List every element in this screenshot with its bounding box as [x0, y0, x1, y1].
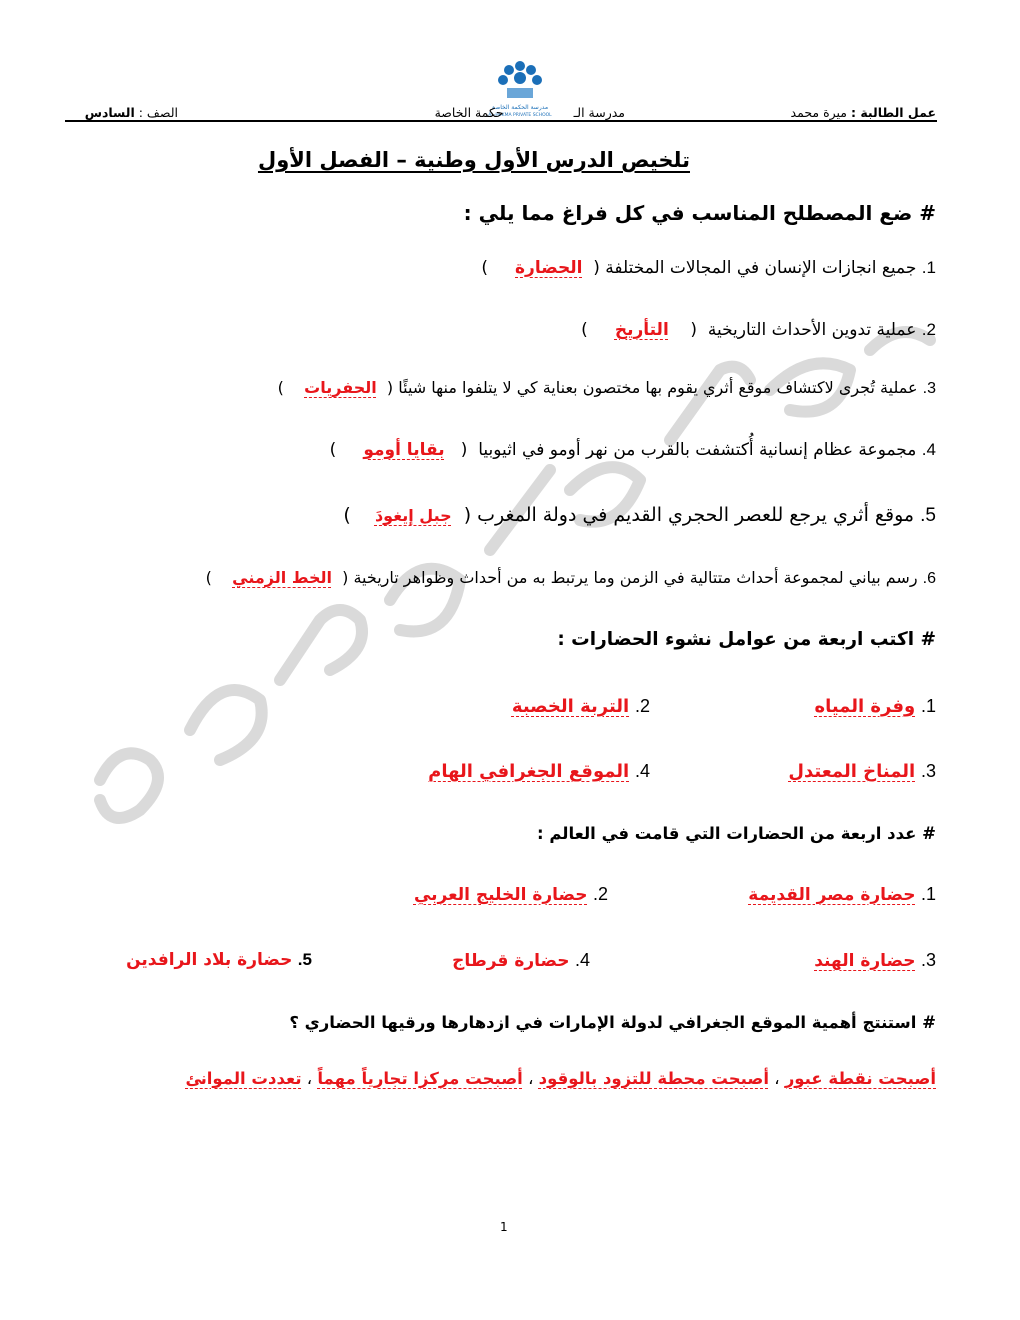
class-label: الصف : [138, 105, 178, 120]
factor-item-4: 4. الموقع الجغرافي الهام [428, 761, 650, 782]
civ-answer: حضارة قرطاج [452, 951, 570, 971]
fill-item-2: 2. عملية تدوين الأحداث التاريخية ( التأريخ ) [581, 320, 936, 340]
civ-item-1: 1. حضارة مصر القديمة [748, 884, 936, 905]
factor-item-3: 3. المناخ المعتدل [788, 761, 936, 782]
separator: ، [774, 1069, 780, 1088]
importance-answer-1: أصبحت نقطة عبور [784, 1069, 936, 1088]
importance-answer-4: تعددت الموانئ [185, 1069, 302, 1088]
section2-heading: # اكتب اربعة من عوامل نشوء الحضارات : [557, 629, 936, 650]
class-value: السادس [84, 105, 135, 120]
civ-item-3: 3. حضارة الهند [814, 950, 936, 971]
factor-answer: وفرة المياه [814, 696, 916, 717]
fill-item-4: 4. مجموعة عظام إنسانية أُكتشفت بالقرب من نهر أومو في اثيوبيا ( بقايا أومو ) [329, 440, 936, 460]
school-name: حكمة الخاصة [434, 105, 504, 120]
civ-item-4: 4. حضارة قرطاج [452, 950, 590, 971]
fill-item-answer: التأريخ [614, 320, 669, 340]
civ-answer: حضارة مصر القديمة [748, 885, 916, 905]
section4-heading: # استنتج أهمية الموقع الجغرافي لدولة الإمارات في ازدهارها ورقيها الحضاري ؟ [289, 1013, 936, 1032]
civ-answer: حضارة الهند [814, 951, 916, 971]
civ-item-5: 5. حضارة بلاد الرافدين [126, 950, 312, 970]
student-label: عمل الطالبة : [850, 105, 936, 120]
fill-item-text: عملية تدوين الأحداث التاريخية [707, 320, 917, 340]
page-number: 1 [500, 1220, 508, 1234]
student-name: ميرة محمد [790, 105, 847, 120]
fill-item-answer: بقايا أومو [363, 440, 445, 460]
fill-item-text: موقع أثري يرجع للعصر الحجري القديم في دولة المغرب [477, 504, 915, 526]
importance-answer-2: أصبحت محطة للتزود بالوقود [538, 1069, 769, 1088]
section1-heading: # ضع المصطلح المناسب في كل فراغ مما يلي : [463, 201, 936, 225]
fill-item-3: 3. عملية تُجرى لاكتشاف موقع أثري يقوم بها مختصون بعناية كي لا يتلفوا منها شيئًا ( الحفريات ) [277, 378, 936, 397]
civ-answer: حضارة بلاد الرافدين [126, 950, 293, 970]
logo-text-en: AL-HEKMA PRIVATE SCHOOL [488, 113, 552, 118]
section3-heading: # عدد اربعة من الحضارات التي قامت في العالم : [536, 824, 936, 843]
fill-item-text: مجموعة عظام إنسانية أُكتشفت بالقرب من نهر أومو في اثيوبيا [478, 440, 917, 460]
school-prefix: مدرسة الـ [573, 105, 625, 120]
factor-answer: التربة الخصبة [511, 696, 630, 717]
fill-item-text: عملية تُجرى لاكتشاف موقع أثري يقوم بها مختصون بعناية كي لا يتلفوا منها شيئًا [398, 378, 918, 397]
fill-item-5: 5. موقع أثري يرجع للعصر الحجري القديم في دولة المغرب ( جبل إيغودَ ) [343, 504, 936, 526]
student-info [791, 105, 936, 120]
civ-item-2: 2. حضارة الخليج العربي [413, 884, 608, 905]
factor-item-1: 1. وفرة المياه [814, 696, 936, 717]
fill-item-answer: الخط الزمني [232, 568, 332, 587]
fill-item-answer: الحفريات [304, 378, 377, 397]
fill-item-text: رسم بياني لمجموعة أحداث متتالية في الزمن وما يرتبط به من أحداث وظواهر تاريخية [353, 568, 918, 587]
school-info [435, 105, 625, 120]
separator: ، [306, 1069, 313, 1088]
fill-item-1: 1. جميع انجازات الإنسان في المجالات المختلفة ( الحضارة ) [481, 258, 936, 278]
factor-answer: الموقع الجغرافي الهام [428, 761, 630, 782]
factor-answer: المناخ المعتدل [788, 761, 916, 782]
logo-text: مدرسة الحكمة الخاصة [491, 104, 549, 111]
importance-answers [185, 1069, 936, 1088]
separator: ، [528, 1069, 534, 1088]
header-divider [65, 120, 937, 122]
importance-answer-3: أصبحت مركزا تجارياً مهماً [317, 1069, 523, 1088]
factor-item-2: 2. التربة الخصبة [511, 696, 650, 717]
fill-item-answer: الحضارة [515, 258, 583, 278]
fill-item-answer: جبل إيغودَ [374, 506, 452, 525]
civ-answer: حضارة الخليج العربي [413, 885, 588, 905]
class-info [85, 105, 178, 120]
fill-item-text: جميع انجازات الإنسان في المجالات المختلفة [605, 258, 917, 278]
page-title: تلخيص الدرس الأول وطنية – الفصل الأول [257, 148, 690, 172]
fill-item-6: 6. رسم بياني لمجموعة أحداث متتالية في الزمن وما يرتبط به من أحداث وظواهر تاريخية ( الخط الزمني ) [205, 568, 936, 587]
